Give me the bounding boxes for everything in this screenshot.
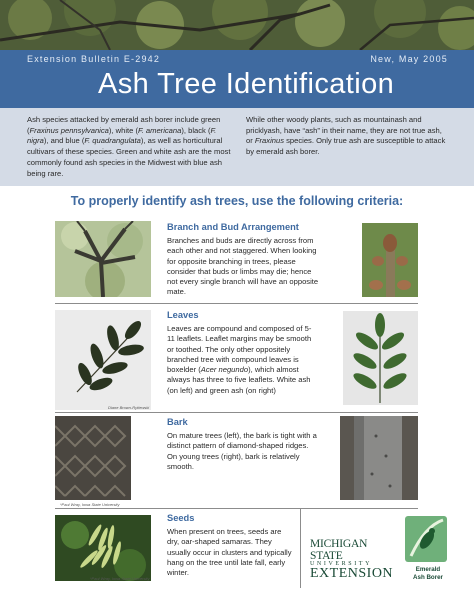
page-title: Ash Tree Identification [98,68,395,100]
section-body-branch-bud: Branches and buds are directly across from each other and not staggered. When looking for opposite branching in trees, please consider that buds or limbs may die; hence not every single branch will have an opposite mate. [167,236,319,297]
row-divider [55,303,418,304]
ash-seeds-photo [55,515,151,581]
tree-canopy-image [0,0,474,50]
eab-label-line2: Ash Borer [413,573,443,581]
ash-branch-photo [55,221,151,297]
photo-credit-bark: *Paul Wray, Iowa State University [60,502,120,507]
header-tree-photo [0,0,474,50]
section-title-seeds: Seeds [167,513,195,523]
young-ash-bark-photo [340,416,418,500]
ash-bud-photo [362,223,418,297]
white-ash-leaf-photo [55,310,151,410]
msu-logo-line2: UNIVERSITY [310,561,372,567]
intro-panel [0,108,474,186]
title-banner [0,50,474,108]
msu-logo-line1: MICHIGAN STATE [310,538,368,562]
emerald-ash-borer-label [400,566,456,581]
bulletin-number: Extension Bulletin E-2942 [27,54,161,64]
section-body-bark: On mature trees (left), the bark is tight with a distinct pattern of diamond-shaped ridges. On young trees (right), bark is relatively smooth. [167,431,317,471]
footer-divider [300,508,301,588]
section-body-seeds: When present on trees, seeds are dry, oar-shaped samaras. They usually occur in clusters and typically hang on the tree until late fall, early winter. [167,527,292,578]
intro-right-text: While other woody plants, such as mountainash and pricklyash, have “ash” in their name, they are not true ash, or Fraxinus species. Only true ash are susceptible to attack by emerald ash borer. [246,115,446,157]
msu-extension-logo [310,538,402,582]
row-divider [55,508,418,509]
beetle-icon [405,516,447,562]
publication-date: New, May 2005 [370,54,448,64]
photo-credit-seeds: *Paul Wray, Iowa State University [90,576,150,581]
section-title-leaves: Leaves [167,310,199,320]
section-body-leaves: Leaves are compound and composed of 5-11 leaflets. Leaflet margins may be smooth or toothed. The only other oppositely branched tree with compound leaves is boxelder (Acer negundo), which almost always has three to five leaflets. White ash (on left) and green ash (on right) [167,324,312,395]
criteria-heading: To properly identify ash trees, use the following criteria: [70,194,404,208]
intro-left-text: Ash species attacked by emerald ash borer include green (Fraxinus pennsylvanica), white (F. americana), black (F. nigra), and blue (F. quadrangulata), as well as horticultural cultivars of these species. Green and white ash are the most commonly found ash species in the Midwest with blue ash being rare. [27,115,231,178]
mature-ash-bark-photo [55,416,131,500]
green-ash-leaf-photo [343,311,418,405]
emerald-ash-borer-logo [405,516,447,562]
section-title-bark: Bark [167,417,188,427]
row-divider [55,412,418,413]
msu-logo-line3: EXTENSION [310,566,394,581]
eab-label-line1: Emerald [415,566,441,573]
section-title-branch-bud: Branch and Bud Arrangement [167,222,299,232]
photo-credit-leaves: Diane Brown-Rytlewski [108,405,150,410]
